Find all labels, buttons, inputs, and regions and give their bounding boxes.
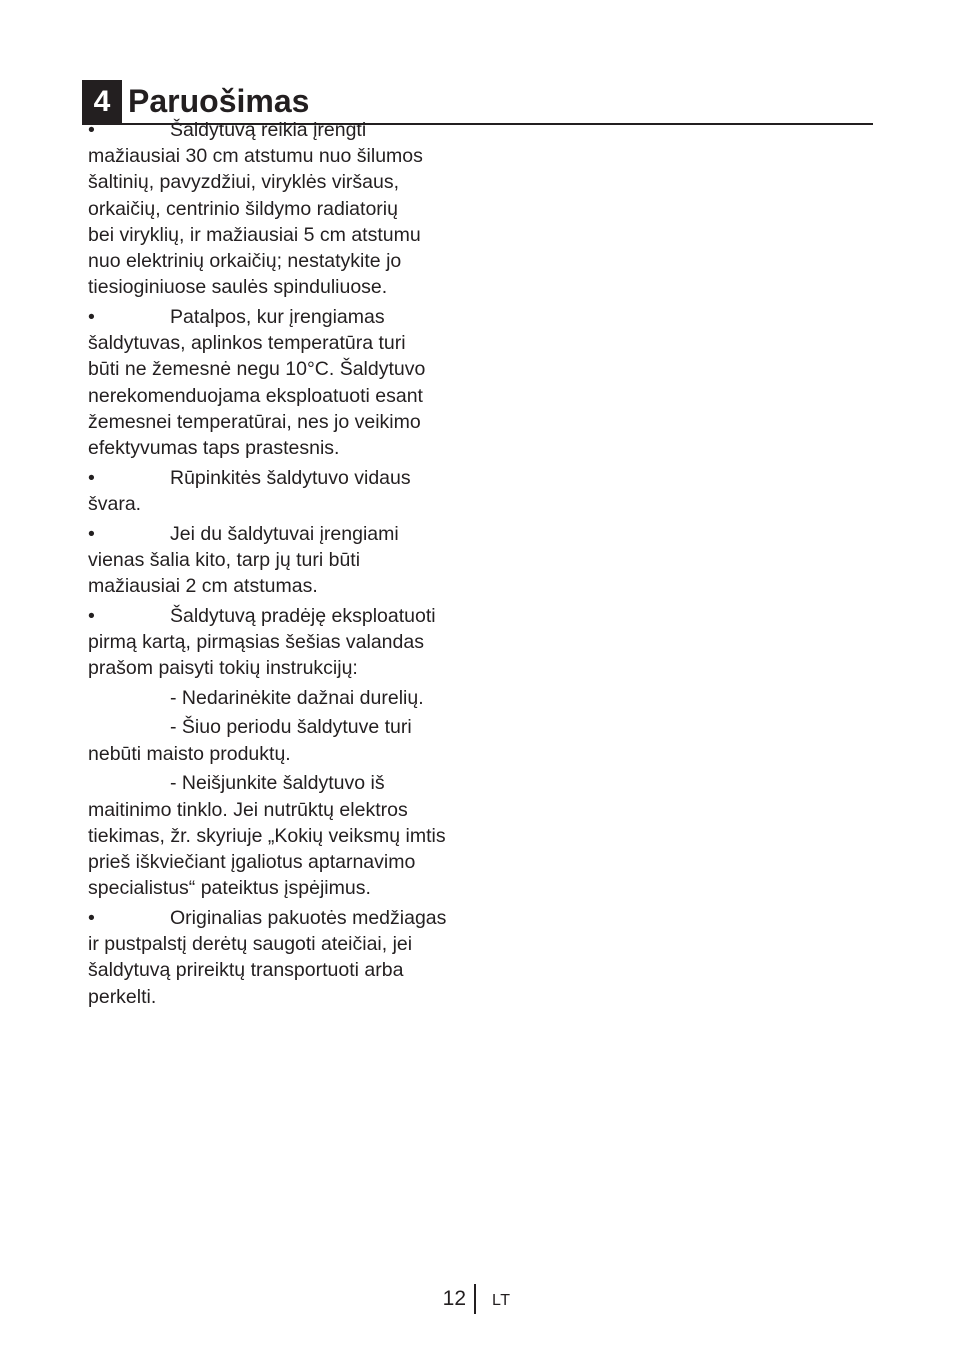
sub-item-continuation: nebūti maisto produktų.: [88, 742, 291, 765]
paragraph-first-line: Rūpinkitės šaldytuvo vidaus: [170, 466, 411, 489]
paragraph-first-line: Originalias pakuotės medžiagas: [170, 906, 447, 929]
paragraph-first-line: Šaldytuvą reikia įrengti: [170, 119, 367, 141]
bullet-icon: •: [88, 604, 95, 627]
language-code: LT: [492, 1292, 511, 1309]
section-title: Paruošimas: [128, 83, 310, 119]
paragraph-continuation: vienas šalia kito, tarp jų turi būti mažiausiai 2 cm atstumas.: [88, 548, 361, 597]
bullet-icon: •: [88, 522, 95, 545]
paragraph-first-line: Šaldytuvą pradėję eksploatuoti: [170, 604, 436, 627]
paragraph-room-temperature: [88, 304, 474, 461]
sub-item-text: - Neišjunkite šaldytuvo iš: [170, 772, 385, 795]
paragraph-cleanliness: [88, 465, 474, 517]
sub-item-no-food: [88, 714, 474, 766]
paragraph-continuation: pirmą kartą, pirmąsias šešias valandas prašom paisyti tokių instrukcijų:: [88, 630, 424, 680]
page-number: 12: [442, 1287, 466, 1310]
paragraph-installation-distance: [88, 117, 474, 300]
sub-item-text: - Šiuo periodu šaldytuve turi: [170, 716, 412, 739]
footer-divider: [474, 1284, 476, 1314]
paragraph-two-fridges: [88, 521, 474, 600]
paragraph-first-use: [88, 603, 474, 682]
sub-item-door: [88, 685, 474, 711]
paragraph-first-line: Patalpos, kur įrengiamas: [170, 305, 385, 328]
paragraph-packaging: [88, 905, 474, 1010]
sub-item-power: [88, 770, 474, 901]
paragraph-continuation: šaldytuvas, aplinkos temperatūra turi būti ne žemesnė negu 10°C. Šaldytuvo nerekomenduojama eksploatuoti esant žemesnei temperatūrai, nes jo veikimo efektyvumas taps prastesnis.: [88, 332, 426, 459]
bullet-icon: •: [88, 305, 95, 328]
paragraph-continuation: mažiausiai 30 cm atstumu nuo šilumos šaltinių, pavyzdžiui, viryklės viršaus, orkaičių, centrinio šildymo radiatorių bei viryklių, ir mažiausiai 5 cm atstumu nuo elektrinių orkaičių; nestatykite jo tiesioginiuose saulės spinduliuose.: [88, 145, 423, 299]
sub-item-continuation: maitinimo tinklo. Jei nutrūktų elektros tiekimas, žr. skyriuje „Kokių veiksmų imtis prieš iškviečiant įgaliotus aptarnavimo specialistus“ pateiktus įspėjimus.: [88, 798, 446, 900]
bullet-icon: •: [88, 466, 95, 489]
paragraph-first-line: Jei du šaldytuvai įrengiami: [170, 522, 399, 545]
paragraph-continuation: ir pustpalstį derėtų saugoti ateičiai, jei šaldytuvą prireiktų transportuoti arba perkelti.: [88, 933, 413, 1008]
sub-item-text: - Nedarinėkite dažnai durelių.: [170, 686, 424, 709]
section-number-badge: 4: [82, 80, 122, 123]
content-column: [88, 117, 474, 1013]
bullet-icon: •: [88, 906, 95, 929]
bullet-icon: •: [88, 119, 95, 141]
paragraph-continuation: švara.: [88, 492, 142, 515]
